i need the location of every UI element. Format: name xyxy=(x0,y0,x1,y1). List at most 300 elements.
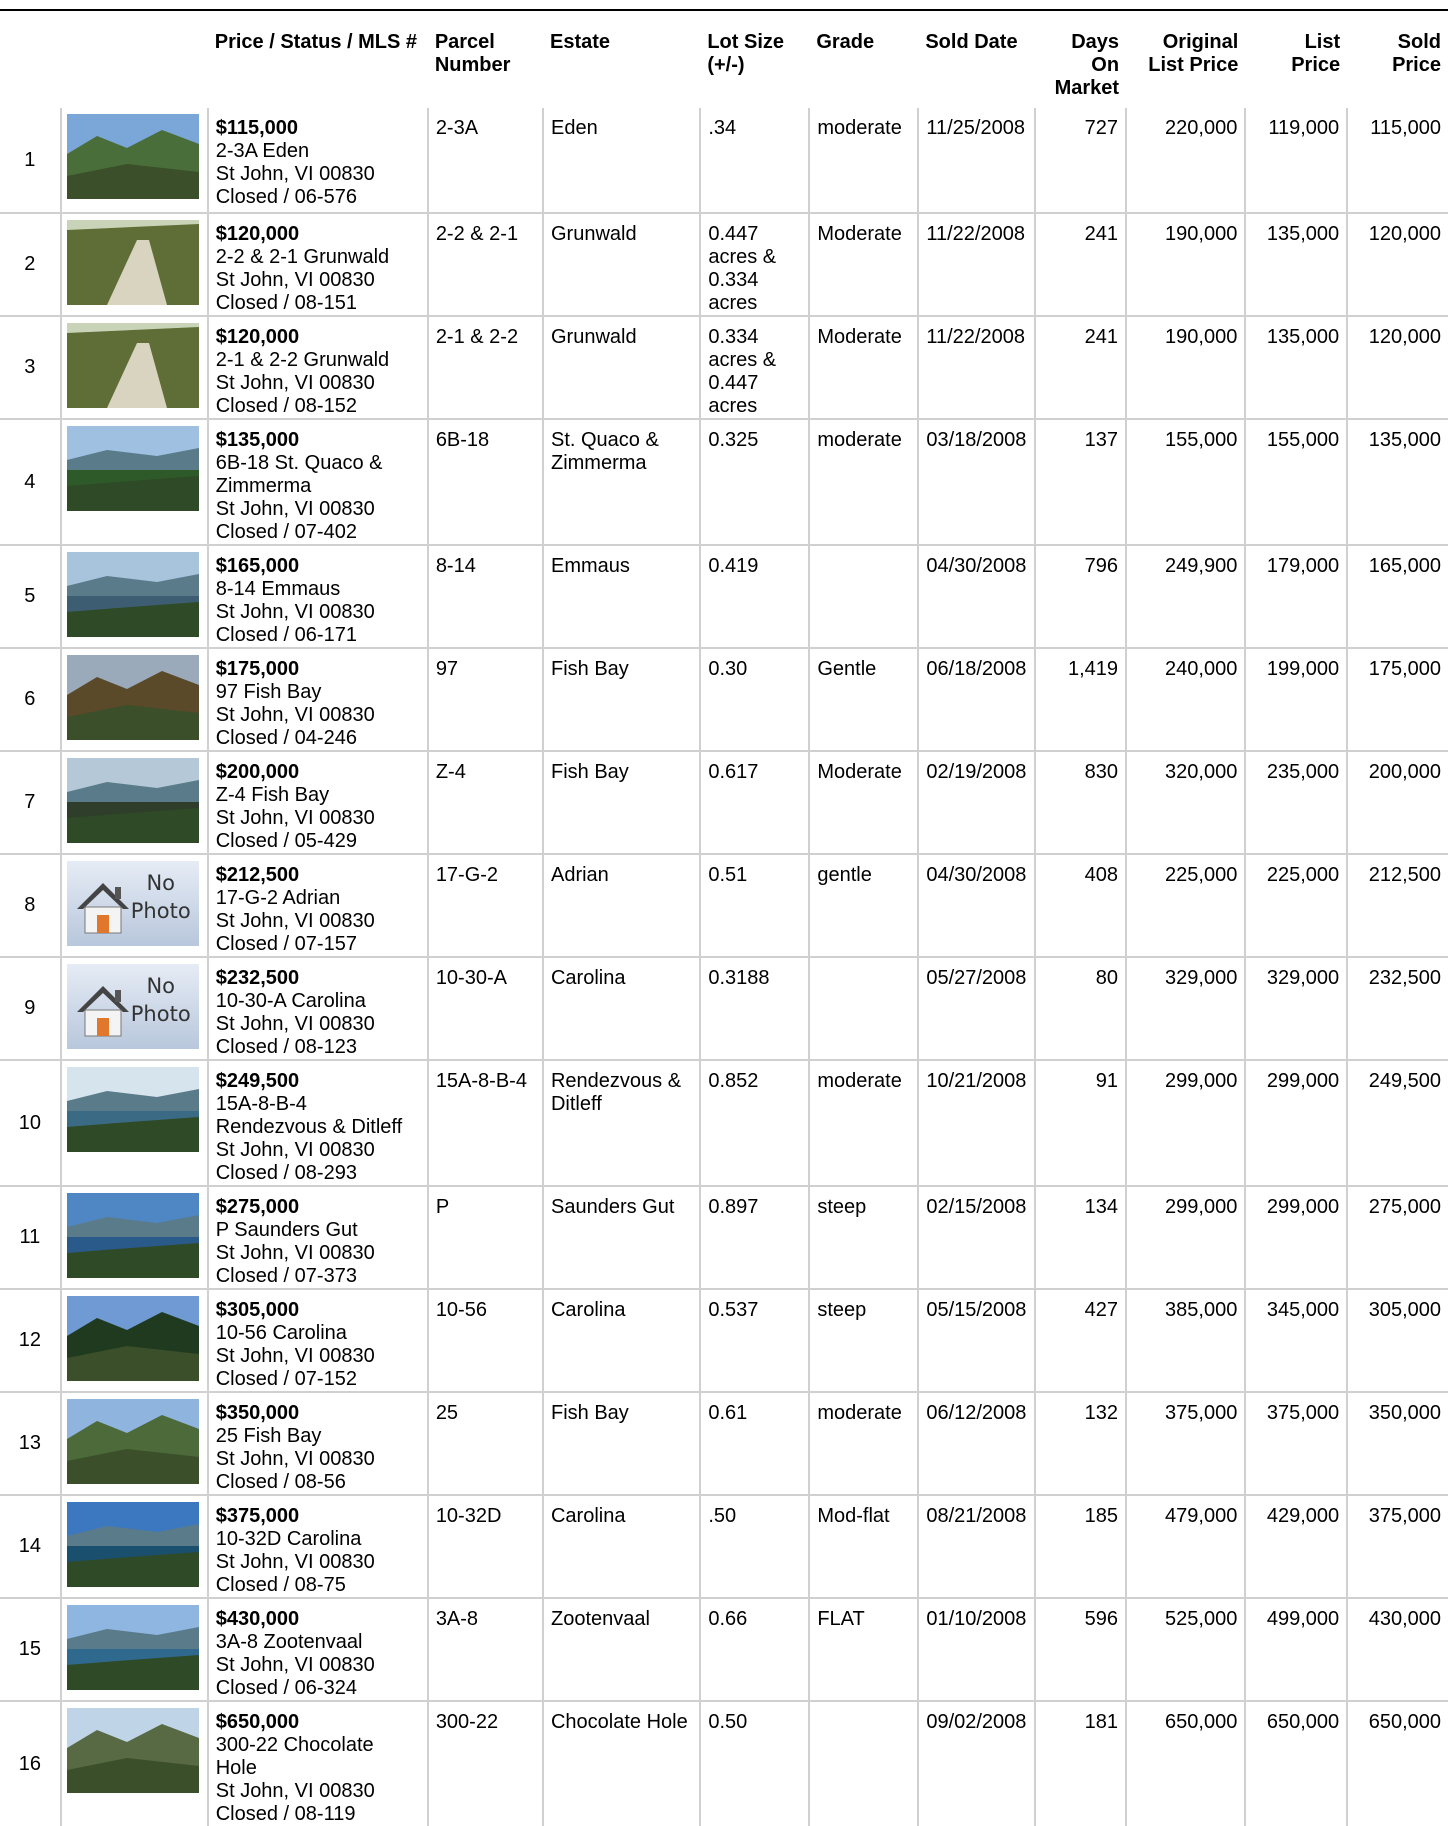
listing-status: Closed / 08-75 xyxy=(215,1574,346,1596)
listing-city: St John, VI 00830 xyxy=(215,807,375,829)
days-on-market: 427 xyxy=(1035,1289,1127,1392)
list-price: 429,000 xyxy=(1245,1495,1347,1598)
header-index xyxy=(0,28,61,108)
listing-price[interactable]: $249,500 xyxy=(215,1070,300,1092)
original-list-price: 225,000 xyxy=(1126,854,1245,957)
parcel-number: 10-56 xyxy=(428,1289,543,1392)
listing-address: 10-30-A Carolina xyxy=(215,990,366,1012)
price-status-cell xyxy=(208,751,428,854)
sold-price: 350,000 xyxy=(1347,1392,1448,1495)
estate: Zootenvaal xyxy=(543,1598,700,1701)
days-on-market: 137 xyxy=(1035,419,1127,545)
parcel-number: 300-22 xyxy=(428,1701,543,1826)
row-index: 9 xyxy=(0,957,61,1060)
lot-size: 0.419 xyxy=(700,545,809,648)
estate: Carolina xyxy=(543,1289,700,1392)
original-list-price: 249,900 xyxy=(1126,545,1245,648)
table-row[interactable] xyxy=(0,1598,1448,1701)
estate: Fish Bay xyxy=(543,1392,700,1495)
no-photo-text: No Photo xyxy=(130,974,191,1026)
days-on-market: 241 xyxy=(1035,316,1127,419)
listing-photo[interactable] xyxy=(67,1502,199,1587)
listing-address: 2-2 & 2-1 Grunwald xyxy=(215,246,390,268)
sold-date: 05/15/2008 xyxy=(918,1289,1034,1392)
row-index: 13 xyxy=(0,1392,61,1495)
list-price: 135,000 xyxy=(1245,316,1347,419)
sold-date: 02/19/2008 xyxy=(918,751,1034,854)
price-status-cell xyxy=(208,854,428,957)
sold-date: 11/22/2008 xyxy=(918,316,1034,419)
listing-status: Closed / 08-293 xyxy=(215,1162,357,1184)
listing-price[interactable]: $350,000 xyxy=(215,1402,300,1424)
original-list-price: 375,000 xyxy=(1126,1392,1245,1495)
row-index: 3 xyxy=(0,316,61,419)
listing-status: Closed / 04-246 xyxy=(215,727,357,749)
listing-photo[interactable] xyxy=(67,220,199,305)
row-index: 2 xyxy=(0,213,61,316)
listing-city: St John, VI 00830 xyxy=(215,1780,375,1802)
sold-price: 375,000 xyxy=(1347,1495,1448,1598)
original-list-price: 650,000 xyxy=(1126,1701,1245,1826)
grade xyxy=(809,1701,918,1826)
days-on-market: 91 xyxy=(1035,1060,1127,1186)
listing-photo[interactable] xyxy=(67,323,199,408)
grade xyxy=(809,957,918,1060)
list-price: 225,000 xyxy=(1245,854,1347,957)
parcel-number: Z-4 xyxy=(428,751,543,854)
price-status-cell xyxy=(208,1289,428,1392)
listing-price[interactable]: $212,500 xyxy=(215,864,300,886)
sold-price: 305,000 xyxy=(1347,1289,1448,1392)
listing-status: Closed / 07-157 xyxy=(215,933,357,955)
sold-price: 232,500 xyxy=(1347,957,1448,1060)
top-rule xyxy=(0,9,1448,11)
list-price: 299,000 xyxy=(1245,1186,1347,1289)
price-status-cell xyxy=(208,1392,428,1495)
original-list-price: 525,000 xyxy=(1126,1598,1245,1701)
listing-address: 25 Fish Bay xyxy=(215,1425,322,1447)
price-status-cell xyxy=(208,316,428,419)
original-list-price: 240,000 xyxy=(1126,648,1245,751)
lot-size: 0.3188 xyxy=(700,957,809,1060)
sold-date: 01/10/2008 xyxy=(918,1598,1034,1701)
list-price: 179,000 xyxy=(1245,545,1347,648)
no-photo-text: No Photo xyxy=(130,871,191,923)
grade: Moderate xyxy=(809,213,918,316)
listing-city: St John, VI 00830 xyxy=(215,1551,375,1573)
list-price: 299,000 xyxy=(1245,1060,1347,1186)
price-status-cell xyxy=(208,419,428,545)
row-index: 4 xyxy=(0,419,61,545)
house-icon xyxy=(75,982,131,1040)
grade: moderate xyxy=(809,1060,918,1186)
header-estate[interactable]: Estate xyxy=(549,31,611,53)
listing-city: St John, VI 00830 xyxy=(215,163,375,185)
lot-size: 0.51 xyxy=(700,854,809,957)
header-price-status-mls[interactable]: Price / Status / MLS # xyxy=(214,31,418,53)
sold-price: 120,000 xyxy=(1347,213,1448,316)
listing-photo[interactable] xyxy=(67,1296,199,1381)
original-list-price: 220,000 xyxy=(1126,108,1245,213)
listing-photo[interactable] xyxy=(67,1708,199,1793)
sold-price: 275,000 xyxy=(1347,1186,1448,1289)
listing-status: Closed / 06-171 xyxy=(215,624,357,646)
sold-date: 10/21/2008 xyxy=(918,1060,1034,1186)
listing-photo[interactable] xyxy=(67,1605,199,1690)
photo-cell xyxy=(61,854,208,957)
lot-size: 0.30 xyxy=(700,648,809,751)
photo-cell xyxy=(61,1289,208,1392)
sold-price: 249,500 xyxy=(1347,1060,1448,1186)
no-photo-placeholder[interactable] xyxy=(67,861,199,946)
grade: Gentle xyxy=(809,648,918,751)
header-original-list-price[interactable]: Original List Price xyxy=(1148,31,1239,76)
listing-price[interactable]: $165,000 xyxy=(215,555,300,577)
table-row[interactable] xyxy=(0,1701,1448,1826)
table-row[interactable] xyxy=(0,648,1448,751)
parcel-number: 3A-8 xyxy=(428,1598,543,1701)
header-grade[interactable]: Grade xyxy=(816,31,875,53)
row-index: 1 xyxy=(0,108,61,213)
lot-size: 0.325 xyxy=(700,419,809,545)
sold-price: 115,000 xyxy=(1370,117,1441,139)
listing-status: Closed / 08-123 xyxy=(215,1036,357,1058)
listing-status: Closed / 07-152 xyxy=(215,1368,357,1390)
price-status-cell xyxy=(208,545,428,648)
estate: Fish Bay xyxy=(543,648,700,751)
grade: FLAT xyxy=(809,1598,918,1701)
listing-address: 10-32D Carolina xyxy=(215,1528,362,1550)
parcel-number: P xyxy=(428,1186,543,1289)
photo-cell xyxy=(61,1060,208,1186)
photo-cell xyxy=(61,108,208,213)
listing-photo[interactable] xyxy=(67,426,199,511)
original-list-price: 320,000 xyxy=(1126,751,1245,854)
photo-cell xyxy=(61,957,208,1060)
sold-price: 650,000 xyxy=(1347,1701,1448,1826)
parcel-number: 10-32D xyxy=(428,1495,543,1598)
listing-address: 3A-8 Zootenvaal xyxy=(215,1631,363,1653)
lot-size: 0.852 xyxy=(700,1060,809,1186)
listing-address: P Saunders Gut xyxy=(215,1219,358,1241)
estate: Grunwald xyxy=(543,213,700,316)
sold-date: 04/30/2008 xyxy=(918,545,1034,648)
table-row[interactable] xyxy=(0,854,1448,957)
listing-status: Closed / 06-324 xyxy=(215,1677,357,1699)
table-row[interactable] xyxy=(0,1392,1448,1495)
estate: Fish Bay xyxy=(543,751,700,854)
table-row[interactable] xyxy=(0,1060,1448,1186)
table-row[interactable] xyxy=(0,213,1448,316)
lot-size: 0.66 xyxy=(700,1598,809,1701)
grade: Moderate xyxy=(809,316,918,419)
listing-photo[interactable] xyxy=(67,1399,199,1484)
listings-table xyxy=(0,28,1448,1826)
grade: moderate xyxy=(809,108,918,213)
list-price: 329,000 xyxy=(1245,957,1347,1060)
row-index: 5 xyxy=(0,545,61,648)
listing-city: St John, VI 00830 xyxy=(215,601,375,623)
sold-date: 04/30/2008 xyxy=(918,854,1034,957)
listing-city: St John, VI 00830 xyxy=(215,1345,375,1367)
photo-cell xyxy=(61,419,208,545)
listing-price[interactable]: $650,000 xyxy=(215,1711,300,1733)
listing-city: St John, VI 00830 xyxy=(215,910,375,932)
parcel-number: 17-G-2 xyxy=(428,854,543,957)
price-status-cell xyxy=(208,108,428,213)
row-index: 10 xyxy=(0,1060,61,1186)
header-parcel-number[interactable]: Parcel Number xyxy=(434,31,511,76)
row-index: 12 xyxy=(0,1289,61,1392)
price-status-cell xyxy=(208,648,428,751)
original-list-price: 479,000 xyxy=(1126,1495,1245,1598)
days-on-market: 181 xyxy=(1035,1701,1127,1826)
sold-price: 430,000 xyxy=(1347,1598,1448,1701)
list-price: 235,000 xyxy=(1245,751,1347,854)
original-list-price: 385,000 xyxy=(1126,1289,1245,1392)
sold-price: 135,000 xyxy=(1347,419,1448,545)
table-row[interactable] xyxy=(0,108,1448,213)
listing-address: 10-56 Carolina xyxy=(215,1322,347,1344)
row-index: 15 xyxy=(0,1598,61,1701)
listing-price[interactable]: $175,000 xyxy=(215,658,300,680)
price-status-cell xyxy=(208,1495,428,1598)
parcel-number: 10-30-A xyxy=(428,957,543,1060)
listing-photo[interactable] xyxy=(67,552,199,637)
parcel-number: 8-14 xyxy=(428,545,543,648)
listing-status: Closed / 08-56 xyxy=(215,1471,346,1493)
lot-size: 0.447 acres & 0.334 acres xyxy=(700,213,809,316)
listing-photo[interactable] xyxy=(67,1193,199,1278)
grade: Moderate xyxy=(809,751,918,854)
listing-city: St John, VI 00830 xyxy=(215,1242,375,1264)
parcel-number: 6B-18 xyxy=(428,419,543,545)
original-list-price: 299,000 xyxy=(1126,1186,1245,1289)
estate: Adrian xyxy=(543,854,700,957)
header-sold-price[interactable]: Sold Price xyxy=(1392,31,1441,76)
sold-date: 05/27/2008 xyxy=(918,957,1034,1060)
table-row[interactable] xyxy=(0,1495,1448,1598)
parcel-number: 97 xyxy=(428,648,543,751)
parcel-number: 2-3A xyxy=(428,108,543,213)
days-on-market: 80 xyxy=(1035,957,1127,1060)
table-row[interactable] xyxy=(0,957,1448,1060)
days-on-market: 185 xyxy=(1035,1495,1127,1598)
sold-date: 03/18/2008 xyxy=(918,419,1034,545)
listing-price[interactable]: $120,000 xyxy=(215,326,300,348)
price-status-cell xyxy=(208,1598,428,1701)
house-icon xyxy=(75,879,131,937)
listing-price[interactable]: $305,000 xyxy=(215,1299,300,1321)
lot-size: 0.537 xyxy=(700,1289,809,1392)
photo-cell xyxy=(61,648,208,751)
photo-cell xyxy=(61,1701,208,1826)
list-price: 345,000 xyxy=(1245,1289,1347,1392)
list-price: 155,000 xyxy=(1245,419,1347,545)
listing-address: 6B-18 St. Quaco & Zimmerma xyxy=(215,452,383,497)
lot-size: .50 xyxy=(700,1495,809,1598)
listing-photo[interactable] xyxy=(67,758,199,843)
sold-date: 06/12/2008 xyxy=(918,1392,1034,1495)
list-price: 199,000 xyxy=(1245,648,1347,751)
days-on-market: 596 xyxy=(1035,1598,1127,1701)
listing-price[interactable]: $275,000 xyxy=(215,1196,300,1218)
lot-size: 0.334 acres & 0.447 acres xyxy=(700,316,809,419)
sold-date: 02/15/2008 xyxy=(918,1186,1034,1289)
listing-status: Closed / 05-429 xyxy=(215,830,357,852)
listing-status: Closed / 08-152 xyxy=(215,395,357,417)
sold-price: 200,000 xyxy=(1347,751,1448,854)
listing-city: St John, VI 00830 xyxy=(215,372,375,394)
days-on-market: 727 xyxy=(1035,108,1127,213)
sold-date: 09/02/2008 xyxy=(918,1701,1034,1826)
days-on-market: 796 xyxy=(1035,545,1127,648)
parcel-number: 2-1 & 2-2 xyxy=(428,316,543,419)
table-row[interactable] xyxy=(0,1186,1448,1289)
estate: Chocolate Hole xyxy=(543,1701,700,1826)
lot-size: .34 xyxy=(700,108,809,213)
parcel-number: 15A-8-B-4 xyxy=(428,1060,543,1186)
parcel-number: 2-2 & 2-1 xyxy=(428,213,543,316)
days-on-market: 830 xyxy=(1035,751,1127,854)
list-price: 650,000 xyxy=(1245,1701,1347,1826)
row-index: 14 xyxy=(0,1495,61,1598)
grade: steep xyxy=(809,1186,918,1289)
listing-address: Z-4 Fish Bay xyxy=(215,784,330,806)
photo-cell xyxy=(61,1186,208,1289)
header-list-price[interactable]: List Price xyxy=(1291,31,1341,76)
original-list-price: 155,000 xyxy=(1126,419,1245,545)
listing-address: 2-1 & 2-2 Grunwald xyxy=(215,349,390,371)
header-lot-size[interactable]: Lot Size (+/-) xyxy=(707,31,784,76)
row-index: 16 xyxy=(0,1701,61,1826)
no-photo-placeholder[interactable] xyxy=(67,964,199,1049)
days-on-market: 134 xyxy=(1035,1186,1127,1289)
sold-date: 11/25/2008 xyxy=(918,108,1034,213)
listing-status: Closed / 06-576 xyxy=(215,186,357,208)
table-row[interactable] xyxy=(0,316,1448,419)
estate: Rendezvous & Ditleff xyxy=(543,1060,700,1186)
header-days-on-market[interactable]: Days On Market xyxy=(1054,31,1120,99)
price-status-cell xyxy=(208,957,428,1060)
listing-price[interactable]: $135,000 xyxy=(215,429,300,451)
list-price: 119,000 xyxy=(1245,108,1347,213)
listing-status: Closed / 08-151 xyxy=(215,292,357,314)
sold-price: 175,000 xyxy=(1347,648,1448,751)
header-photo xyxy=(61,28,208,108)
table-row[interactable] xyxy=(0,1289,1448,1392)
listing-price[interactable]: $430,000 xyxy=(215,1608,300,1630)
listing-price[interactable]: $232,500 xyxy=(215,967,300,989)
listing-city: St John, VI 00830 xyxy=(215,498,375,520)
listing-city: St John, VI 00830 xyxy=(215,704,375,726)
table-row[interactable] xyxy=(0,751,1448,854)
original-list-price: 299,000 xyxy=(1126,1060,1245,1186)
header-row xyxy=(0,28,1448,108)
photo-cell xyxy=(61,545,208,648)
grade: steep xyxy=(809,1289,918,1392)
listing-city: St John, VI 00830 xyxy=(215,1139,375,1161)
photo-cell xyxy=(61,1392,208,1495)
original-list-price: 190,000 xyxy=(1126,213,1245,316)
sold-price: 212,500 xyxy=(1347,854,1448,957)
grade xyxy=(809,545,918,648)
lot-size: 0.617 xyxy=(700,751,809,854)
listing-price[interactable]: $200,000 xyxy=(215,761,300,783)
grade: Mod-flat xyxy=(809,1495,918,1598)
listing-address: 97 Fish Bay xyxy=(215,681,322,703)
sold-price: 165,000 xyxy=(1347,545,1448,648)
days-on-market: 241 xyxy=(1035,213,1127,316)
sold-date: 06/18/2008 xyxy=(918,648,1034,751)
listing-city: St John, VI 00830 xyxy=(215,1448,375,1470)
estate: St. Quaco & Zimmerma xyxy=(543,419,700,545)
estate: Saunders Gut xyxy=(543,1186,700,1289)
row-index: 11 xyxy=(0,1186,61,1289)
listing-address: 15A-8-B-4 xyxy=(215,1093,307,1115)
row-index: 7 xyxy=(0,751,61,854)
listing-price[interactable]: $375,000 xyxy=(215,1505,300,1527)
header-sold-date[interactable]: Sold Date xyxy=(925,31,1018,53)
estate: Emmaus xyxy=(543,545,700,648)
photo-cell xyxy=(61,1598,208,1701)
listing-city: St John, VI 00830 xyxy=(215,1013,375,1035)
estate: Eden xyxy=(543,108,700,213)
photo-cell xyxy=(61,213,208,316)
days-on-market: 132 xyxy=(1035,1392,1127,1495)
table-row[interactable] xyxy=(0,545,1448,648)
grade: gentle xyxy=(809,854,918,957)
grade: moderate xyxy=(809,419,918,545)
photo-cell xyxy=(61,751,208,854)
price-status-cell xyxy=(208,1060,428,1186)
price-status-cell xyxy=(208,1186,428,1289)
days-on-market: 408 xyxy=(1035,854,1127,957)
list-price: 135,000 xyxy=(1245,213,1347,316)
grade: moderate xyxy=(809,1392,918,1495)
table-row[interactable] xyxy=(0,419,1448,545)
row-index: 6 xyxy=(0,648,61,751)
listing-photo[interactable] xyxy=(67,114,199,199)
listing-price[interactable]: $115,000 xyxy=(215,117,299,139)
original-list-price: 329,000 xyxy=(1126,957,1245,1060)
estate: Carolina xyxy=(543,957,700,1060)
listing-status: Closed / 08-119 xyxy=(215,1803,356,1825)
listing-address: 300-22 Chocolate Hole xyxy=(215,1734,374,1779)
price-status-cell xyxy=(208,1701,428,1826)
list-price: 499,000 xyxy=(1245,1598,1347,1701)
listing-photo[interactable] xyxy=(67,1067,199,1152)
sold-price: 120,000 xyxy=(1347,316,1448,419)
listing-photo[interactable] xyxy=(67,655,199,740)
listing-address: 17-G-2 Adrian xyxy=(215,887,341,909)
listing-city: St John, VI 00830 xyxy=(215,269,375,291)
listing-status: Closed / 07-402 xyxy=(215,521,357,543)
row-index: 8 xyxy=(0,854,61,957)
original-list-price: 190,000 xyxy=(1126,316,1245,419)
listing-price[interactable]: $120,000 xyxy=(215,223,300,245)
price-status-cell xyxy=(208,213,428,316)
photo-cell xyxy=(61,316,208,419)
sold-date: 08/21/2008 xyxy=(918,1495,1034,1598)
lot-size: 0.50 xyxy=(700,1701,809,1826)
listing-address-line2: Rendezvous & Ditleff xyxy=(215,1116,403,1138)
estate: Carolina xyxy=(543,1495,700,1598)
lot-size: 0.897 xyxy=(700,1186,809,1289)
listing-city: St John, VI 00830 xyxy=(215,1654,375,1676)
sold-date: 11/22/2008 xyxy=(918,213,1034,316)
list-price: 375,000 xyxy=(1245,1392,1347,1495)
